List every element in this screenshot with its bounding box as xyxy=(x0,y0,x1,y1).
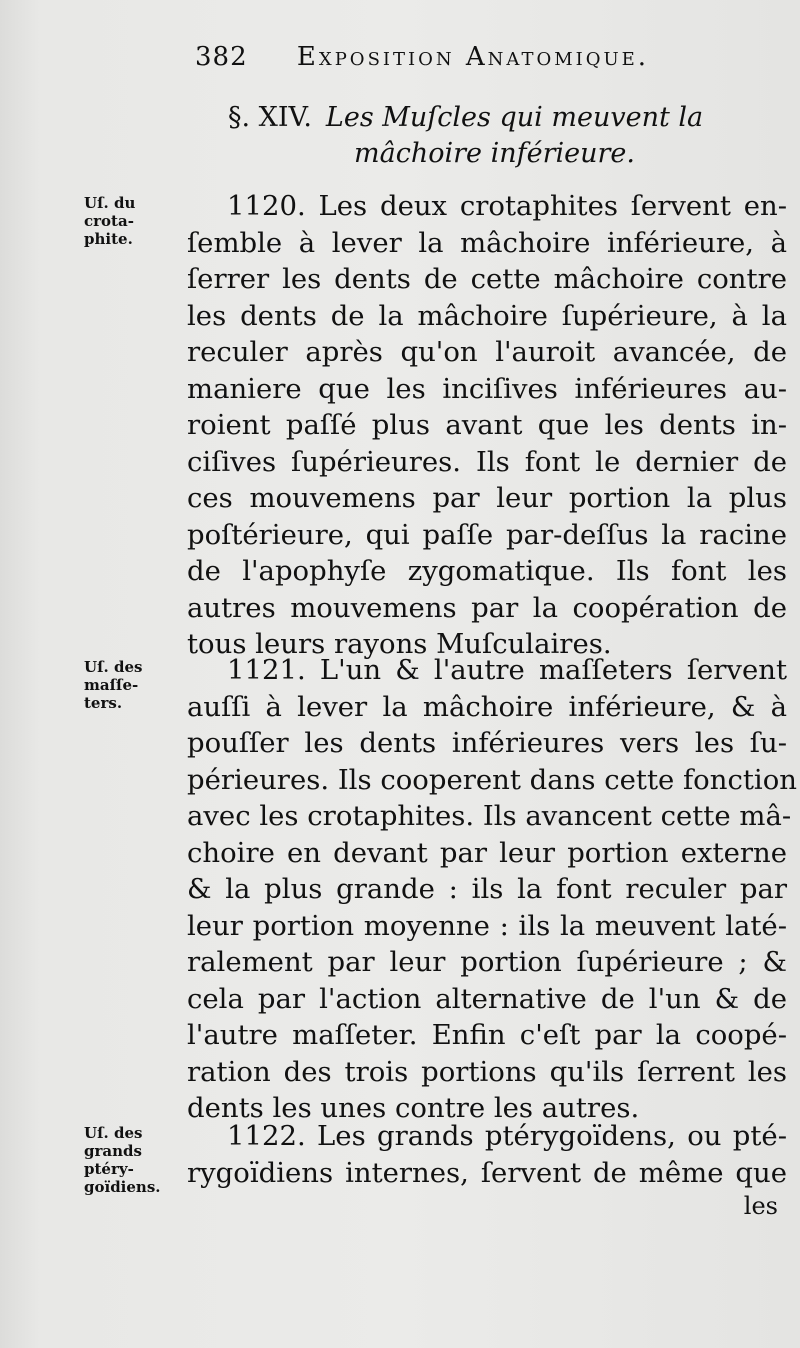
text-line: cela par l'action alternative de l'un & de xyxy=(187,982,787,1015)
text-line: 1122. Les grands ptérygoïdens, ou pté- xyxy=(227,1120,787,1152)
section-title-line-1: Les Muſcles qui meuvent la xyxy=(325,102,704,133)
section-heading xyxy=(228,100,768,172)
margin-note-line: maſſe- xyxy=(84,676,139,694)
margin-note-line: Uſ. des xyxy=(84,1124,143,1142)
text-line: 1120. Les deux crotaphites ſervent en- xyxy=(227,190,787,222)
margin-note-line: crota- xyxy=(84,212,134,230)
text-line: ration des trois portions qu'ils ſerrent les xyxy=(187,1055,787,1088)
running-header xyxy=(195,42,755,72)
margin-note-crotaphite xyxy=(84,194,194,248)
margin-note-line: Uſ. des xyxy=(84,658,143,676)
paragraph-1120 xyxy=(187,188,787,663)
paragraph-1121 xyxy=(187,652,797,1127)
text-line: autres mouvemens par la coopération de xyxy=(187,591,787,624)
text-line: pouſſer les dents inférieures vers les ſu- xyxy=(187,727,787,759)
text-line: les dents de la mâchoire ſupérieure, à la xyxy=(187,299,787,332)
text-line: dents les unes contre les autres. xyxy=(187,1092,640,1124)
text-line: roient paſſé plus avant que les dents in- xyxy=(187,409,787,441)
paragraph-1122 xyxy=(187,1118,787,1191)
text-line: poſtérieure, qui paſſe par-deſſus la racine xyxy=(187,518,787,551)
text-line: périeures. Ils cooperent dans cette fonction xyxy=(187,763,797,796)
margin-note-line: phite. xyxy=(84,230,133,248)
text-line: l'autre maſſeter. Enfin c'eſt par la coopé- xyxy=(187,1019,787,1051)
text-line: tous leurs rayons Muſculaires. xyxy=(187,628,612,660)
margin-note-line: ptéry- xyxy=(84,1160,134,1178)
margin-note-line: goïdiens. xyxy=(84,1178,161,1196)
margin-note-line: Uſ. du xyxy=(84,194,136,212)
text-line: maniere que les inciſives inférieures au- xyxy=(187,372,787,405)
text-line: choire en devant par leur portion externe xyxy=(187,836,787,869)
text-line: avec les crotaphites. Ils avancent cette mâ- xyxy=(187,800,792,832)
text-line: ſemble à lever la mâchoire inférieure, à xyxy=(187,226,787,259)
section-number: §. XIV. xyxy=(228,102,312,133)
catchword: les xyxy=(743,1192,778,1220)
running-title: Exposition Anatomique. xyxy=(296,42,650,72)
text-line: 1121. L'un & l'autre maſſeters ſervent xyxy=(227,654,787,686)
margin-note-masseters xyxy=(84,658,194,712)
margin-note-line: ters. xyxy=(84,694,123,712)
text-line: & la plus grande : ils la font reculer par xyxy=(187,873,787,905)
section-title-line-2: mâchoire inférieure. xyxy=(354,138,635,169)
text-line: auſſi à lever la mâchoire inférieure, & à xyxy=(187,690,787,723)
margin-note-pterygoidiens xyxy=(84,1124,194,1196)
text-line: de l'apophyſe zygomatique. Ils font les xyxy=(187,555,787,587)
text-line: ces mouvemens par leur portion la plus xyxy=(187,482,787,514)
margin-note-line: grands xyxy=(84,1142,142,1160)
text-line: reculer après qu'on l'auroit avancée, de xyxy=(187,336,787,368)
text-line: rygoïdiens internes, ſervent de même que xyxy=(187,1156,787,1189)
text-line: ciſives ſupérieures. Ils font le dernier de xyxy=(187,445,787,478)
text-line: ſerrer les dents de cette mâchoire contre xyxy=(187,263,787,295)
page-number: 382 xyxy=(195,42,248,72)
text-line: ralement par leur portion ſupérieure ; & xyxy=(187,946,787,978)
text-line: leur portion moyenne : ils la meuvent laté- xyxy=(187,909,787,942)
